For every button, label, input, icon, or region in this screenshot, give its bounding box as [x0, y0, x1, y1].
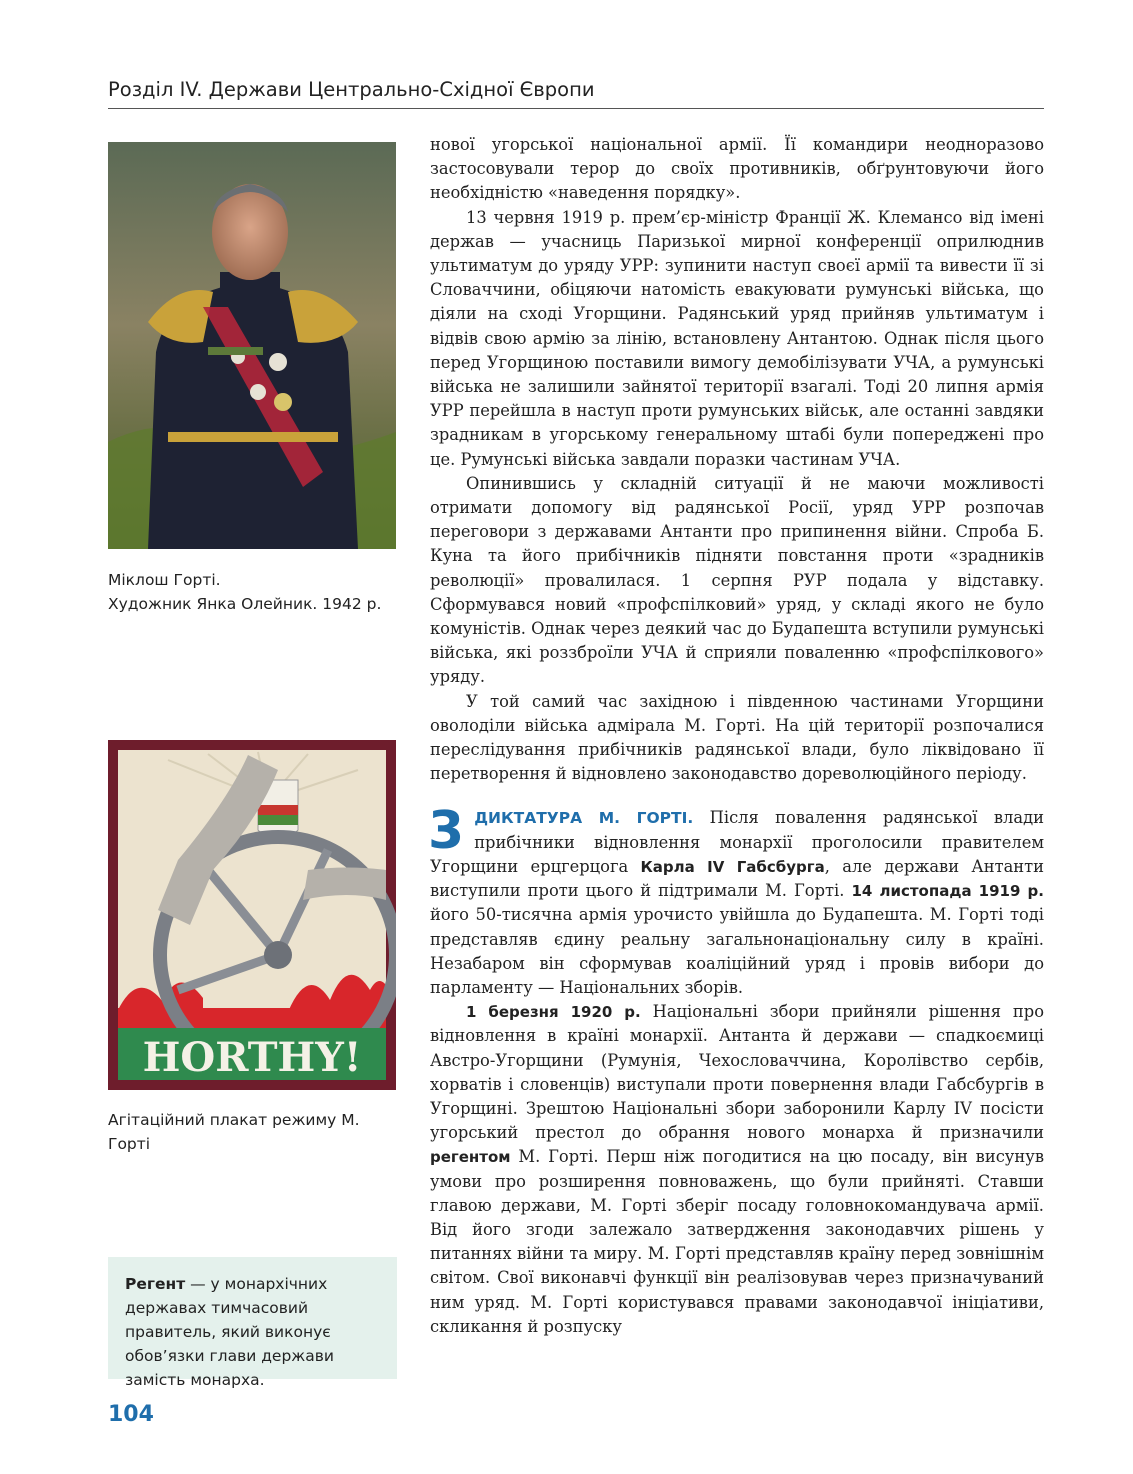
section-number: 3: [428, 801, 465, 862]
portrait-caption: [108, 568, 398, 616]
section-text-2: , але держави Антанти виступили проти цього й підтримали М. Горті.: [430, 856, 1045, 901]
portrait-painting: [108, 142, 396, 549]
section-text-1: Після повалення радянської влади прибічники відновлення монархії проголосили правителем Угорщини ерцгерцога: [430, 808, 1044, 876]
portrait-illustration: [108, 142, 396, 549]
paragraph-4: У той самий час західною і південною частинами Угорщини оволоділи війська адмірала М. Горті. На цій території розпочалися переслідування прибічників радянської влади, було ліквідовано її перетворення й відновлено законодавство дореволюційного періоду.: [430, 691, 1044, 784]
paragraph-2: 13 червня 1919 р. прем’єр-міністр Франції Ж. Клемансо від імені держав — учасниць Паризької мирної конференції оприлюднив ультиматум до уряду УРР: зупинити наступ своєї армії та вивести її зі Словаччини, обіцяючи натомість евакуювати румунські війська, що діяли на сході Угорщини. Радянський уряд прийняв ультиматум і відвів свою армію за лінію, встановлену Антантою. Однак після цього перед Угорщиною поставили вимогу демобілізувати УЧА, а румунські війська не залишили зайнятої території взагалі. Тоді 20 липня армія УРР перейшла в наступ проти румунських військ, але останні завдяки зрадникам в угорському генеральному штабі були попереджені про це. Румунські війська завдали поразки частинам УЧА.: [430, 207, 1044, 469]
paragraph-6-text-1: Національні збори прийняли рішення про відновлення в країні монархії. Антанта й держави — спадкоємиці Австро-Угорщини (Румунія, Чехословаччина, Королівство сербів, хорватів і словенців) виступали проти повернення влади Габсбургів в Угорщині. Зрештою Національні збори заборонили Карлу IV посісти угорський престол до обрання нового монарха й призначили: [430, 1002, 1044, 1143]
definition-text: — у монархічних державах тимчасовий правитель, який виконує обов’язки глави держави замість монарха.: [125, 1275, 334, 1389]
section-3-intro: [428, 801, 1045, 1000]
definition-term: Регент: [125, 1275, 186, 1293]
paragraph-6-text-2: М. Горті. Перш ніж погодитися на цю посаду, він висунув умови про розширення повноважень, що були прийняті. Ставши главою держави, М. Горті зберіг посаду головнокомандувача армії. Від його згоди залежало затвердження законодавчих рішень у питаннях війни та миру. М. Горті представляв країну перед зовнішнім світом. Свої виконавчі функції він реалізовував через призначуваний ним уряд. М. Горті користувався правами законодавчої ініціативи, скликання й розпуску: [430, 1147, 1044, 1336]
portrait-caption-artist: Художник Янка Олейник. 1942 р.: [108, 595, 382, 613]
propaganda-poster: [108, 740, 396, 1090]
main-text-column: [430, 133, 1044, 1339]
term-karl-iv: Карла IV Габсбурга: [640, 857, 825, 876]
paragraph-6: [430, 1000, 1044, 1339]
section-text-3: його 50-тисячна армія урочисто увійшла до Будапешта. М. Горті тоді представляв єдину реальну загальнонаціональну силу в країні. Незабаром він сформував коаліційний уряд і провів вибори до парламенту — Національних зборів.: [430, 905, 1044, 997]
date-14-november-1919: 14 листопада 1919 р.: [851, 882, 1044, 901]
poster-slogan: HORTHY!: [142, 1034, 362, 1081]
running-header: [108, 76, 1044, 109]
paragraph-1: нової угорської національної армії. Її командири неодноразово застосовували терор до своїх противників, обґрунтовуючи його необхідністю «наведення порядку».: [430, 135, 1044, 203]
term-regent: регентом: [430, 1148, 511, 1167]
portrait-caption-title: Міклош Горті.: [108, 571, 221, 589]
section-title: ДИКТАТУРА М. ГОРТІ.: [474, 809, 694, 828]
chapter-title: Розділ IV. Держави Центрально-Східної Європи: [108, 78, 595, 101]
date-1-march-1920: 1 березня 1920 р.: [466, 1003, 641, 1022]
page-number: 104: [108, 1402, 154, 1427]
paragraph-3: Опинившись у складній ситуації й не маючи можливості отримати допомогу від радянської Росії, уряд УРР розпочав переговори з державами Антанти про припинення війни. Спроба Б. Куна та його прибічників підняти повстання проти «зрадників революції» провалилася. 1 серпня РУР подала у відставку. Сформувався новий «профспілковий» уряд, у складі якого не було комуністів. Однак через деякий час до Будапешта вступили румунські війська, які роззброїли УЧА й сприяли поваленню «профспілкового» уряду.: [430, 473, 1044, 687]
poster-caption: Агітаційний плакат режиму М. Горті: [108, 1111, 360, 1153]
definition-box: [108, 1257, 397, 1389]
poster-illustration: [108, 740, 396, 1090]
